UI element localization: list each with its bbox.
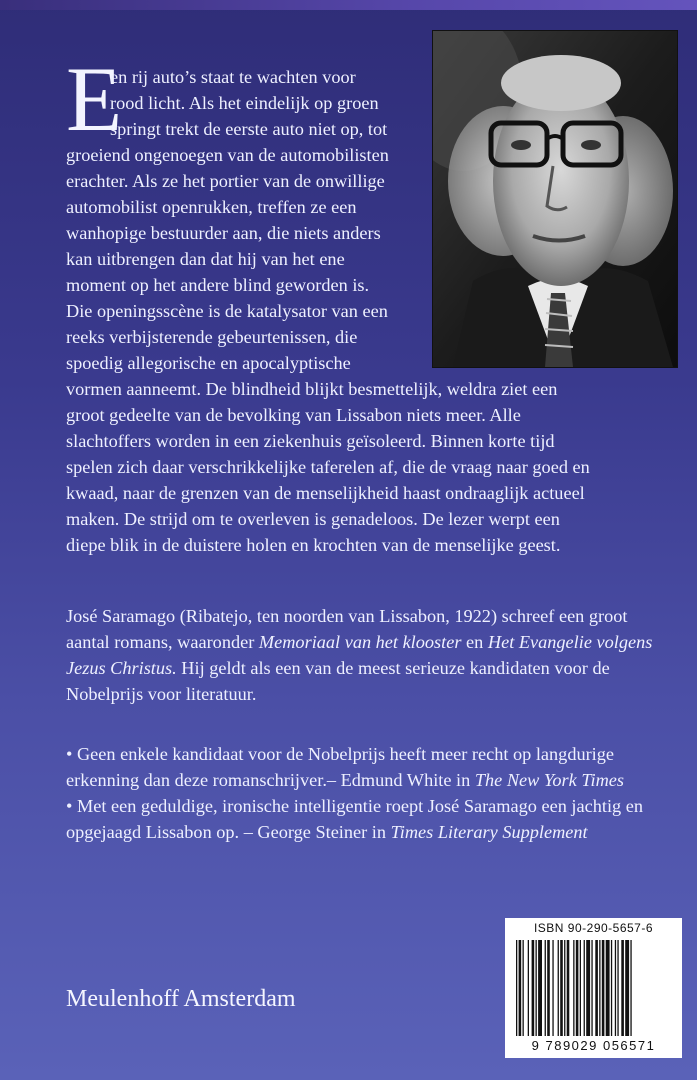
barcode-bar [602, 940, 605, 1036]
blurb-line: Die openingsscène is de katalysator van een [66, 301, 388, 321]
blurb-line: en rij auto’s staat te wachten voor [110, 67, 356, 87]
blurb-line: erachter. Als ze het portier van de onwillige [66, 171, 385, 191]
barcode-bar [528, 940, 529, 1036]
barcode-bar [599, 940, 600, 1036]
barcode-bar [516, 940, 517, 1036]
author-bio [66, 603, 666, 707]
barcode-bars [514, 940, 673, 1038]
blurb-line: spoedig allegorische en apocalyptische [66, 353, 351, 373]
barcode-bar [615, 940, 616, 1036]
isbn-barcode [505, 918, 682, 1058]
quote-text: • Geen enkele kandidaat voor de Nobelprijs heeft meer recht op langdurige erkenning dan deze romanschrijver.– Edmund White in [66, 744, 615, 790]
barcode-bar [523, 940, 524, 1036]
bio-text: Hij geldt als een van de meest serieuze kandidaten voor de Nobelprijs voor literatuur. [66, 658, 610, 704]
publisher-name: Meulenhoff Amsterdam [66, 986, 296, 1012]
barcode-bar [617, 940, 618, 1036]
blurb-line: groot gedeelte van de bevolking van Lissabon niets meer. Alle [66, 405, 521, 425]
top-color-strip [0, 0, 697, 10]
barcode-bar [538, 940, 542, 1036]
barcode-bar [580, 940, 581, 1036]
bio-text: en [461, 632, 488, 652]
quote-source: The New York Times [474, 770, 625, 790]
barcode-bar [547, 940, 550, 1036]
blurb-line: vormen aanneemt. De blindheid blijkt besmettelijk, weldra ziet een [66, 379, 558, 399]
drop-cap: E [66, 48, 123, 150]
isbn-label: ISBN 90-290-5657-6 [533, 921, 654, 935]
blurb-line: rood licht. Als het eindelijk op groen [110, 93, 379, 113]
barcode-bar [630, 940, 631, 1036]
blurb-paragraph [66, 48, 636, 558]
barcode-bar [606, 940, 610, 1036]
quote-text: • Met een geduldige, ironische intelligentie roept José Saramago een jachtig en opgejaagd Lissabon op. – George Steiner in [66, 796, 643, 842]
barcode-bar [573, 940, 574, 1036]
barcode-bar [536, 940, 537, 1036]
barcode-bar [611, 940, 612, 1036]
blurb-line: spelen zich daar verschrikkelijke taferelen af, die de vraag naar goed en [66, 457, 590, 477]
barcode-bar [591, 940, 592, 1036]
bio-text: José Saramago (Ribatejo, ten noorden van Lissabon, 1922) schreef een groot aantal romans, waaronder [66, 606, 628, 652]
blurb-line: kan uitbrengen dan dat hij van het ene [66, 249, 345, 269]
barcode-bar [621, 940, 624, 1036]
press-quotes [66, 741, 676, 845]
barcode-bar [595, 940, 598, 1036]
blurb-line: reeks verbijsterende gebeurtenissen, die [66, 327, 358, 347]
blurb-line: diepe blik in de duistere holen en krochten van de menselijke geest. [66, 535, 561, 555]
ean-number: 9 789029 056571 [531, 1038, 656, 1053]
barcode-bar [584, 940, 585, 1036]
barcode-bar [586, 940, 590, 1036]
barcode-bar [532, 940, 535, 1036]
blurb-line: kwaad, naar de grenzen van de menselijkheid haast ondraaglijk actueel [66, 483, 585, 503]
blurb-line: wanhopige bestuurder aan, die niets anders [66, 223, 381, 243]
blurb-line: maken. De strijd om te overleven is genadeloos. De lezer werpt een [66, 509, 560, 529]
barcode-bar [560, 940, 563, 1036]
press-quote [66, 741, 676, 793]
blurb-line: slachtoffers worden in een ziekenhuis geïsoleerd. Binnen korte tijd [66, 431, 555, 451]
barcode-bar [567, 940, 570, 1036]
barcode-bar [625, 940, 629, 1036]
blurb-line: groeiend ongenoegen van de automobilisten [66, 145, 389, 165]
press-quote [66, 793, 676, 845]
barcode-bar [558, 940, 559, 1036]
quote-source: Times Literary Supplement [390, 822, 588, 842]
blurb-line: springt trekt de eerste auto niet op, tot [110, 119, 388, 139]
blurb-line: automobilist openrukken, treffen ze een [66, 197, 357, 217]
barcode-bar [564, 940, 565, 1036]
barcode-bar [519, 940, 522, 1036]
barcode-bar [552, 940, 553, 1036]
barcode-bar [576, 940, 579, 1036]
book-title: Memoriaal van het klooster [258, 632, 462, 652]
book-title: Het Evangelie volgens Jezus Christus. [66, 632, 653, 678]
blurb-line: moment op het andere blind geworden is. [66, 275, 370, 295]
barcode-bar [545, 940, 546, 1036]
